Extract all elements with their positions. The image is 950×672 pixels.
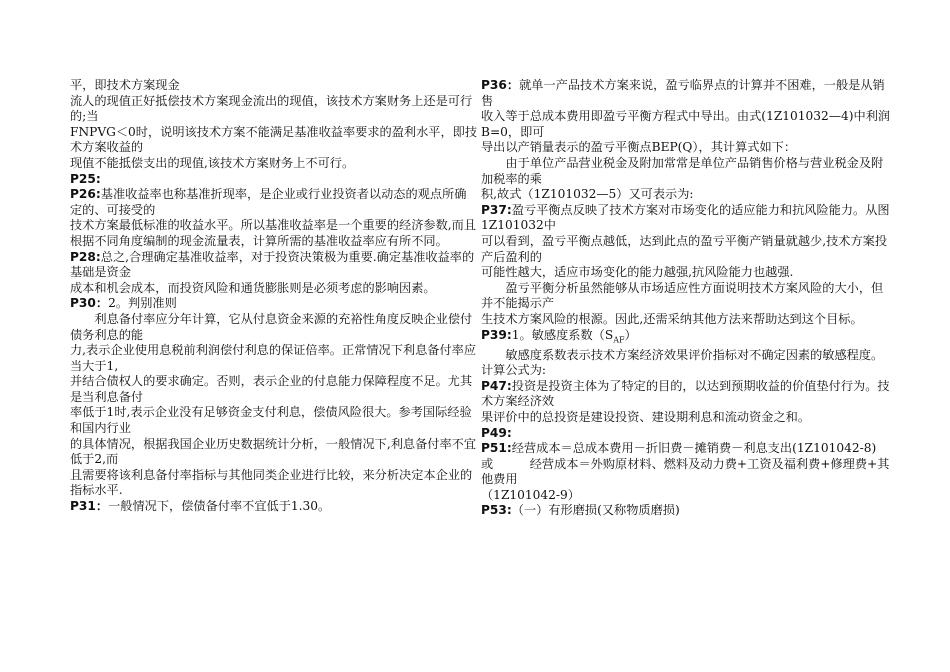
paragraph [70,312,478,343]
paragraph-text: 且需要将该利息备付率指标与其他同类企业进行比较，来分析决定本企业的指标水平. [70,467,473,498]
page-ref-label: P53: [481,503,512,518]
paragraph [70,250,478,281]
paragraph [481,109,893,140]
page-ref-label: P51: [481,441,512,456]
page-ref-label: P49: [481,425,512,440]
paragraph [481,281,893,312]
paragraph-text: 敏感度系数表示技术方案经济效果评价指标对不确定因素的敏感程度。计算公式为: [481,347,884,378]
paragraph [70,468,478,499]
paragraph-text: 2。判别准则 [108,296,177,311]
paragraph-text: 基准收益率也称基准折现率，是企业或行业投资者以动态的观点所确定的、可接受的 [70,187,467,217]
paragraph-text: 平，即技术方案现金 [70,78,180,92]
paragraph-text: 生技术方案风险的根源。因此,还需采纳其他方法来帮助达到这个目标。 [481,311,863,326]
paragraph [70,405,478,436]
paragraph [70,499,478,515]
paragraph [481,187,893,203]
paragraph [481,203,893,234]
paragraph-text: 利息备付率应分年计算，它从付息资金来源的充裕性角度反映企业偿付债务利息的能 [70,311,473,342]
paragraph [481,234,893,265]
page-ref-label: P28: [70,249,101,264]
paragraph [481,78,893,109]
paragraph-text: FNPVG＜0时，说明该技术方案不能满足基准收益率要求的盈利水平，即技术方案收益的 [70,124,478,155]
paragraph-text: 由于单位产品营业税金及附加常常是单位产品销售价格与营业税金及附加税率的乘 [481,155,884,186]
paragraph-text: （一）有形磨损(又称物质磨损) [511,503,680,518]
paragraph-text: 流人的现值正好抵偿技术方案现金流出的现值，该技术方案财务上还是可行的;当 [70,93,473,124]
paragraph [70,296,478,312]
paragraph [481,488,893,504]
paragraph [70,172,478,188]
paragraph [481,328,893,348]
paragraph-text: 就单一产品技术方案来说，盈亏临界点的计算并不困难，一般是从销售 [481,78,885,108]
paragraph-text: 投资是投资主体为了特定的目的，以达到预期收益的价值垫付行为。技术方案经济效 [481,378,890,409]
paragraph [481,426,893,442]
paragraph-text: 总之,合理确定基准收益率，对于投资决策极为重要.确定基准收益率的基础是资金 [70,249,475,280]
paragraph [70,374,478,405]
paragraph-text: 一般情况下，偿债备付率不宜低于1.30。 [108,499,331,514]
paragraph-text: 1。敏感度系数（S [511,327,614,342]
page-ref-label: P30： [70,296,109,311]
paragraph-text: 收入等于总成本费用即盈亏平衡方程式中导出。由式(1Z101032—4)中利润B=0，即可 [481,109,891,139]
page-ref-label: P25: [70,171,101,186]
paragraph [70,125,478,156]
paragraph-text: 力,表示企业使用息税前利润偿付利息的保证倍率。正常情况下利息备付率应当大于1, [70,343,477,373]
paragraph [70,78,478,94]
right-column [481,78,893,519]
page-ref-label: P39: [481,327,512,342]
paragraph-text: 现值不能抵偿支出的现值,该技术方案财务上不可行。 [70,155,355,170]
paragraph [70,156,478,172]
paragraph [481,156,893,187]
paragraph [70,281,478,297]
page-ref-label: P37: [481,202,512,217]
paragraph [481,379,893,410]
paragraph-text: 经营成本＝总成本费用－折旧费－摊销费－利息支出(1Z101042-8) [511,441,877,456]
paragraph [481,265,893,281]
page-ref-label: P31： [70,499,109,514]
paragraph [70,343,478,374]
paragraph [70,437,478,468]
paragraph-text: 并结合债权人的要求确定。否则，表示企业的付息能力保障程度不足。尤其是当利息备付 [70,374,473,404]
paragraph-text: 可以看到，盈亏平衡点越低，达到此点的盈亏平衡产销量就越少,技术方案投产后盈利的 [481,233,888,264]
page-ref-label: P26: [70,187,101,202]
page-ref-label: P36： [481,78,520,92]
paragraph-text: 盈亏平衡分析虽然能够从市场适应性方面说明技术方案风险的大小，但并不能揭示产 [481,280,884,311]
subscript: AF [613,334,625,344]
paragraph [481,140,893,156]
paragraph [70,94,478,125]
paragraph [481,503,893,519]
paragraph [70,187,478,218]
paragraph-text: 率低于1时,表示企业没有足够资金支付利息，偿债风险很大。参考国际经验和国内行业 [70,405,472,436]
left-column [70,78,478,515]
paragraph-text-after: ） [624,327,637,342]
paragraph-text: 的具体情况，根据我国企业历史数据统计分析，一般情况下,利息备付率不宜低于2,而 [70,436,477,467]
paragraph [481,457,893,488]
paragraph [481,312,893,328]
paragraph-text: 或 经营成本＝外购原材料、燃料及动力费+工资及福利费+修理费+其他费用 [481,456,890,487]
paragraph [481,410,893,426]
paragraph-text: 成本和机会成本，而投资风险和通货膨胀则是必须考虑的影响因素。 [70,280,436,295]
paragraph-text: 盈亏平衡点反映了技术方案对市场变化的适应能力和抗风险能力。从图1Z101032中 [481,202,890,233]
page-ref-label: P47: [481,378,512,393]
paragraph [481,441,893,457]
paragraph-text: 导出以产销量表示的盈亏平衡点BEP(Q），其计算式如下： [481,140,797,155]
paragraph [481,348,893,379]
paragraph-text: 积,故式（1Z101032—5）又可表示为: [481,187,694,202]
paragraph-text: 可能性越大，适应市场变化的能力越强,抗风险能力也越强. [481,265,794,280]
paragraph-text: 果评价中的总投资是建设投资、建设期利息和流动资金之和。 [481,409,811,424]
paragraph-text: 技术方案最低标准的收益水平。所以基准收益率是一个重要的经济参数,而且根据不同角度编制的现金流量表，计算所需的基准收益率应有所不同。 [70,218,477,248]
paragraph [70,218,478,249]
paragraph-text: （1Z101042-9） [481,487,580,502]
